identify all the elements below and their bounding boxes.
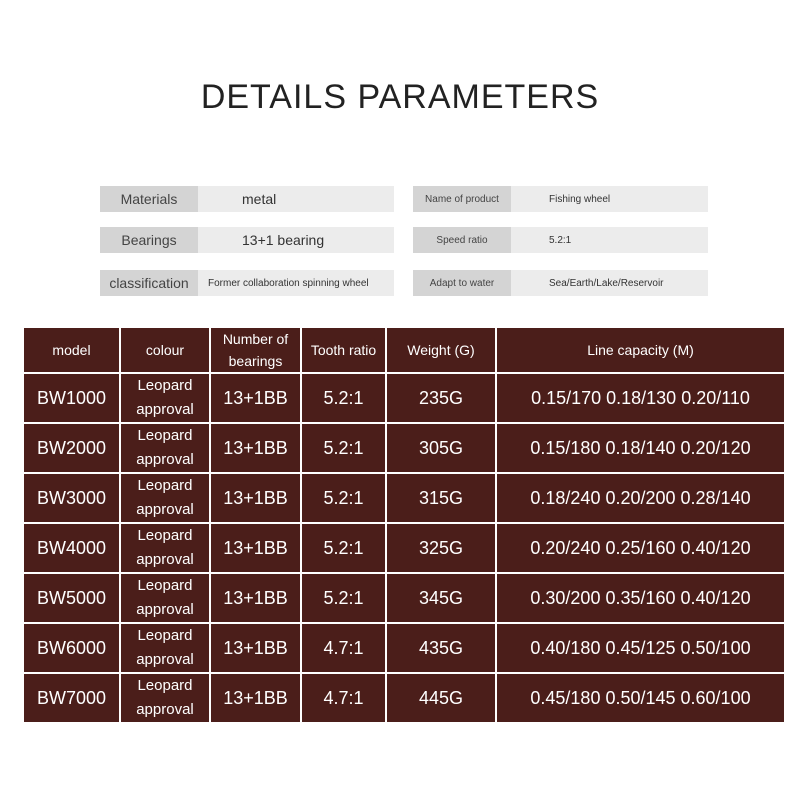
param-value: 13+1 bearing	[198, 227, 394, 253]
param-row-materials	[100, 186, 394, 212]
cell-colour	[120, 573, 210, 623]
param-value: 5.2:1	[511, 227, 708, 253]
param-label: Speed ratio	[413, 227, 511, 253]
cell-line-capacity: 0.20/240 0.25/160 0.40/120	[496, 523, 785, 573]
colour-line1: Leopard	[137, 677, 193, 694]
cell-model: BW1000	[23, 373, 120, 423]
cell-weight: 445G	[386, 673, 496, 723]
param-value: Sea/Earth/Lake/Reservoir	[511, 270, 708, 296]
cell-tooth-ratio: 5.2:1	[301, 473, 386, 523]
param-row-speed-ratio	[413, 227, 708, 253]
cell-colour	[120, 623, 210, 673]
param-row-product-name	[413, 186, 708, 212]
header-colour: colour	[120, 327, 210, 373]
param-value: metal	[198, 186, 394, 212]
cell-weight: 305G	[386, 423, 496, 473]
cell-tooth-ratio: 5.2:1	[301, 423, 386, 473]
cell-bearings: 13+1BB	[210, 523, 301, 573]
cell-model: BW5000	[23, 573, 120, 623]
table-row	[23, 623, 785, 673]
header-tooth-ratio: Tooth ratio	[301, 327, 386, 373]
cell-weight: 325G	[386, 523, 496, 573]
colour-line2: approval	[136, 651, 194, 668]
table-row	[23, 423, 785, 473]
header-line-capacity: Line capacity (M)	[496, 327, 785, 373]
cell-weight: 315G	[386, 473, 496, 523]
cell-tooth-ratio: 5.2:1	[301, 573, 386, 623]
param-label: Name of product	[413, 186, 511, 212]
cell-model: BW3000	[23, 473, 120, 523]
param-label: Bearings	[100, 227, 198, 253]
header-weight: Weight (G)	[386, 327, 496, 373]
cell-colour	[120, 673, 210, 723]
cell-model: BW4000	[23, 523, 120, 573]
spec-table	[22, 326, 786, 724]
colour-line1: Leopard	[137, 527, 193, 544]
cell-tooth-ratio: 4.7:1	[301, 673, 386, 723]
cell-bearings: 13+1BB	[210, 573, 301, 623]
colour-line2: approval	[136, 701, 194, 718]
table-row	[23, 523, 785, 573]
table-row	[23, 373, 785, 423]
colour-line2: approval	[136, 401, 194, 418]
parameter-panel	[0, 0, 800, 320]
colour-line1: Leopard	[137, 427, 193, 444]
colour-line1: Leopard	[137, 577, 193, 594]
cell-line-capacity: 0.45/180 0.50/145 0.60/100	[496, 673, 785, 723]
cell-weight: 345G	[386, 573, 496, 623]
table-header-row	[23, 327, 785, 373]
cell-colour	[120, 523, 210, 573]
param-value: Former collaboration spinning wheel	[198, 270, 394, 296]
colour-line2: approval	[136, 501, 194, 518]
cell-bearings: 13+1BB	[210, 373, 301, 423]
param-row-adapt-water	[413, 270, 708, 296]
table-row	[23, 573, 785, 623]
colour-line2: approval	[136, 451, 194, 468]
cell-model: BW7000	[23, 673, 120, 723]
cell-tooth-ratio: 4.7:1	[301, 623, 386, 673]
cell-weight: 235G	[386, 373, 496, 423]
cell-bearings: 13+1BB	[210, 623, 301, 673]
cell-bearings: 13+1BB	[210, 473, 301, 523]
param-label: Materials	[100, 186, 198, 212]
cell-bearings: 13+1BB	[210, 673, 301, 723]
cell-colour	[120, 423, 210, 473]
param-value: Fishing wheel	[511, 186, 708, 212]
param-label: classification	[100, 270, 198, 296]
header-bearings-line2: bearings	[228, 353, 283, 369]
cell-model: BW6000	[23, 623, 120, 673]
page-title: DETAILS PARAMETERS	[200, 78, 600, 116]
cell-tooth-ratio: 5.2:1	[301, 523, 386, 573]
param-row-bearings	[100, 227, 394, 253]
cell-bearings: 13+1BB	[210, 423, 301, 473]
cell-model: BW2000	[23, 423, 120, 473]
table-row	[23, 673, 785, 723]
colour-line2: approval	[136, 551, 194, 568]
cell-colour	[120, 473, 210, 523]
cell-line-capacity: 0.30/200 0.35/160 0.40/120	[496, 573, 785, 623]
cell-line-capacity: 0.18/240 0.20/200 0.28/140	[496, 473, 785, 523]
header-model: model	[23, 327, 120, 373]
param-row-classification	[100, 270, 394, 296]
colour-line1: Leopard	[137, 377, 193, 394]
param-label: Adapt to water	[413, 270, 511, 296]
cell-tooth-ratio: 5.2:1	[301, 373, 386, 423]
cell-line-capacity: 0.40/180 0.45/125 0.50/100	[496, 623, 785, 673]
cell-line-capacity: 0.15/170 0.18/130 0.20/110	[496, 373, 785, 423]
colour-line1: Leopard	[137, 477, 193, 494]
colour-line1: Leopard	[137, 627, 193, 644]
table-row	[23, 473, 785, 523]
cell-line-capacity: 0.15/180 0.18/140 0.20/120	[496, 423, 785, 473]
colour-line2: approval	[136, 601, 194, 618]
header-bearings-line1: Number of	[222, 331, 289, 347]
header-bearings	[210, 327, 301, 373]
cell-weight: 435G	[386, 623, 496, 673]
cell-colour	[120, 373, 210, 423]
